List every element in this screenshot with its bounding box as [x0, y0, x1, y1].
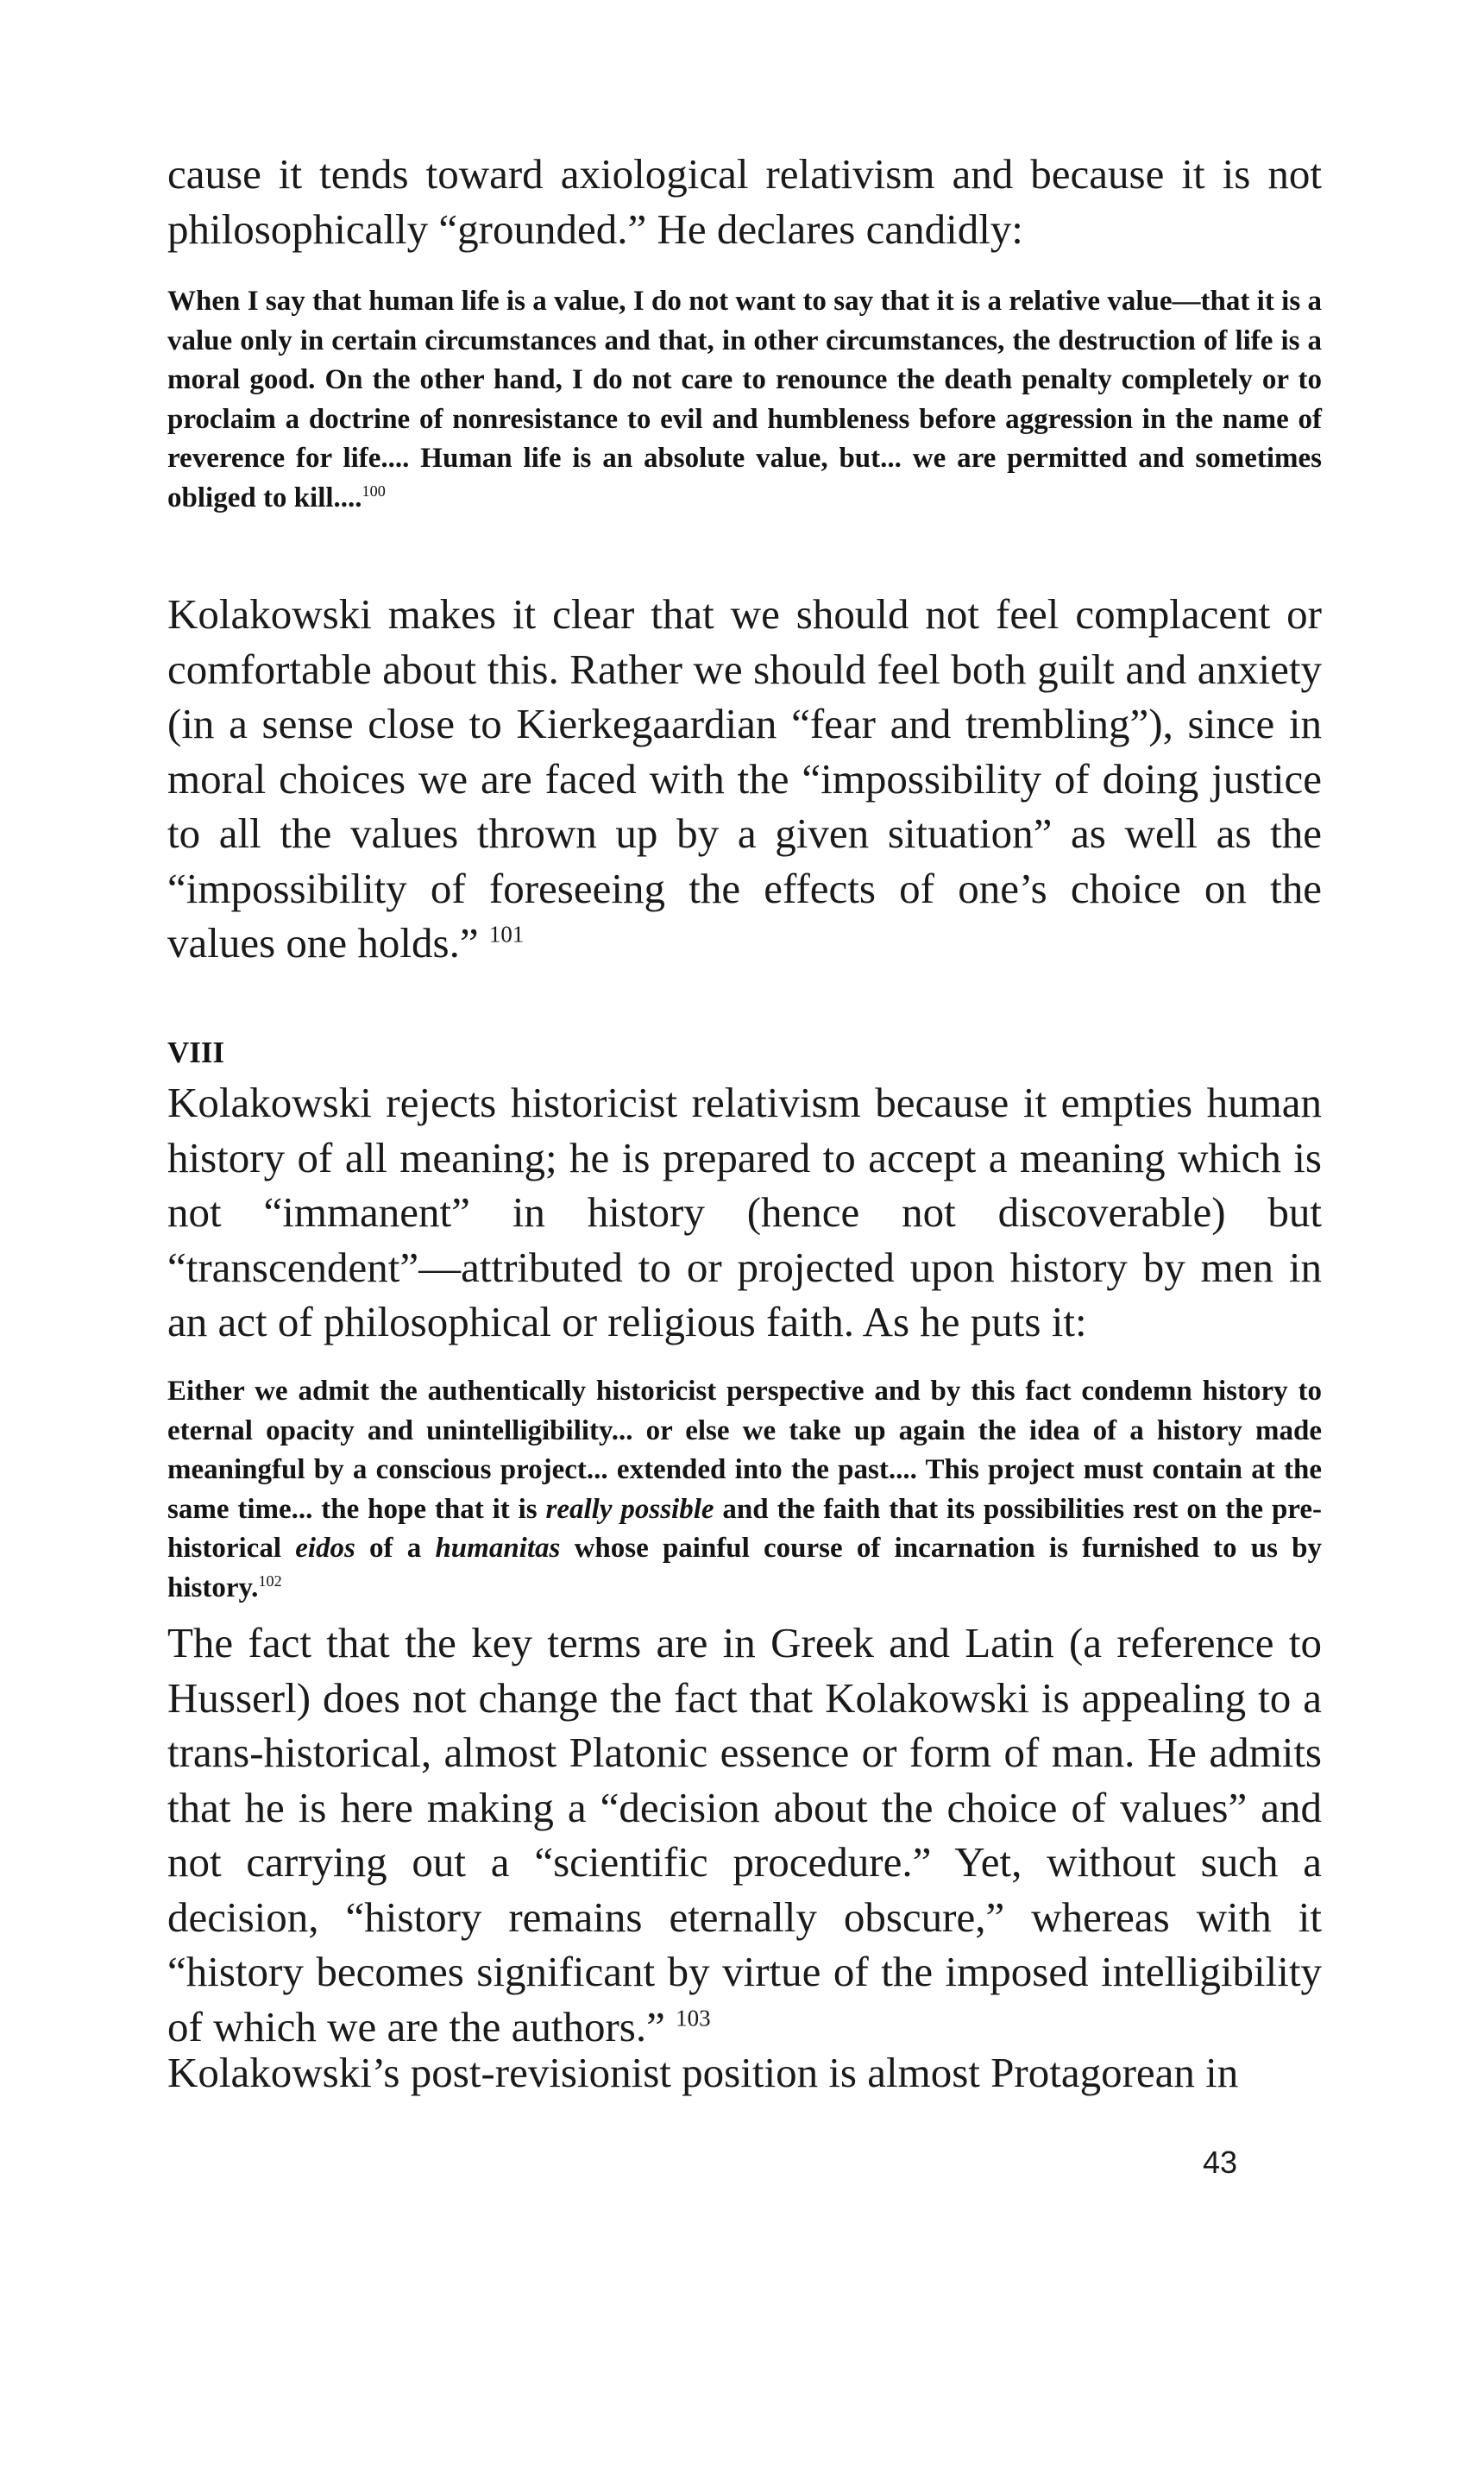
footnote-ref-102: 102	[258, 1572, 282, 1590]
quote-2-italic-eidos: eidos	[295, 1533, 355, 1564]
quote-2-italic-humanitas: humanitas	[435, 1533, 561, 1564]
block-quote-2	[167, 1372, 1322, 1608]
quote-2-text-b: and the faith that its possibilities rest on the pre-historical	[167, 1493, 1322, 1564]
greek-latin-paragraph	[167, 1616, 1322, 2054]
greek-latin-text: The fact that the key terms are in Greek and Latin (a reference to Husserl) does not change the fact that Kolakowski is appealing to a trans-historical, almost Platonic essence or form of man. He admits that he is here making a “decision about the choice of values” and not carrying out a “scientific procedure.” Yet, without such a decision, “history remains eternally obscure,” whereas with it “history becomes significant by virtue of the imposed intelligibility of which we are the authors.”	[167, 1619, 1322, 2050]
quote-2-text-c: of a	[355, 1533, 436, 1564]
quote-2-text-d: whose painful course of incarnation is furnished to us by history.	[167, 1533, 1322, 1603]
quote-2-text-a: Either we admit the authentically historicist perspective and by this fact condemn history to eternal opacity and unintelligibility... or else we take up again the idea of a history made meaningful by a conscious project... extended into the past.... This project must contain at the same time... the hope that it is	[167, 1376, 1322, 1525]
block-quote-1	[167, 282, 1322, 518]
quote-1-text: When I say that human life is a value, I do not want to say that it is a relative value—that it is a value only in certain circumstances and that, in other circumstances, the destruction of life is a moral good. On the other hand, I do not care to renounce the death penalty completely or to proclaim a doctrine of nonresistance to evil and humbleness before aggression in the name of reverence for life.... Human life is an absolute value, but... we are permitted and sometimes obliged to kill....	[167, 286, 1322, 513]
section-heading: VIII	[167, 1036, 225, 1069]
protagorean-paragraph	[167, 2045, 1322, 2101]
intro-text: cause it tends toward axiological relativism and because it is not philosophically “grounded.” He declares candidly:	[167, 150, 1322, 253]
footnote-ref-101: 101	[488, 921, 525, 948]
intro-paragraph	[167, 147, 1322, 256]
footnote-ref-100: 100	[362, 482, 386, 500]
quote-2-italic-really-possible: really possible	[545, 1493, 714, 1525]
historicist-paragraph	[167, 1075, 1322, 1350]
kolakowski-complacent-paragraph	[167, 587, 1322, 971]
footnote-ref-103: 103	[676, 2004, 711, 2031]
protagorean-text: Kolakowski’s post-revisionist position is almost Protagorean in	[167, 2049, 1239, 2096]
kolakowski-complacent-text: Kolakowski makes it clear that we should not feel complacent or comfortable about this. Rather we should feel both guilt and anxiety (in a sense close to Kierkegaardian “fear and trembling”), since in moral choices we are faced with the “impossibility of doing justice to all the values thrown up by a given situation” as well as the “impossibility of foreseeing the effects of one’s choice on the values one holds.”	[167, 590, 1322, 967]
page-number: 43	[1203, 2145, 1238, 2180]
historicist-text: Kolakowski rejects historicist relativism because it empties human history of all meaning; he is prepared to accept a meaning which is not “immanent” in history (hence not discoverable) but “transcendent”—attributed to or projected upon history by men in an act of philosophical or religious faith. As he puts it:	[167, 1079, 1322, 1345]
